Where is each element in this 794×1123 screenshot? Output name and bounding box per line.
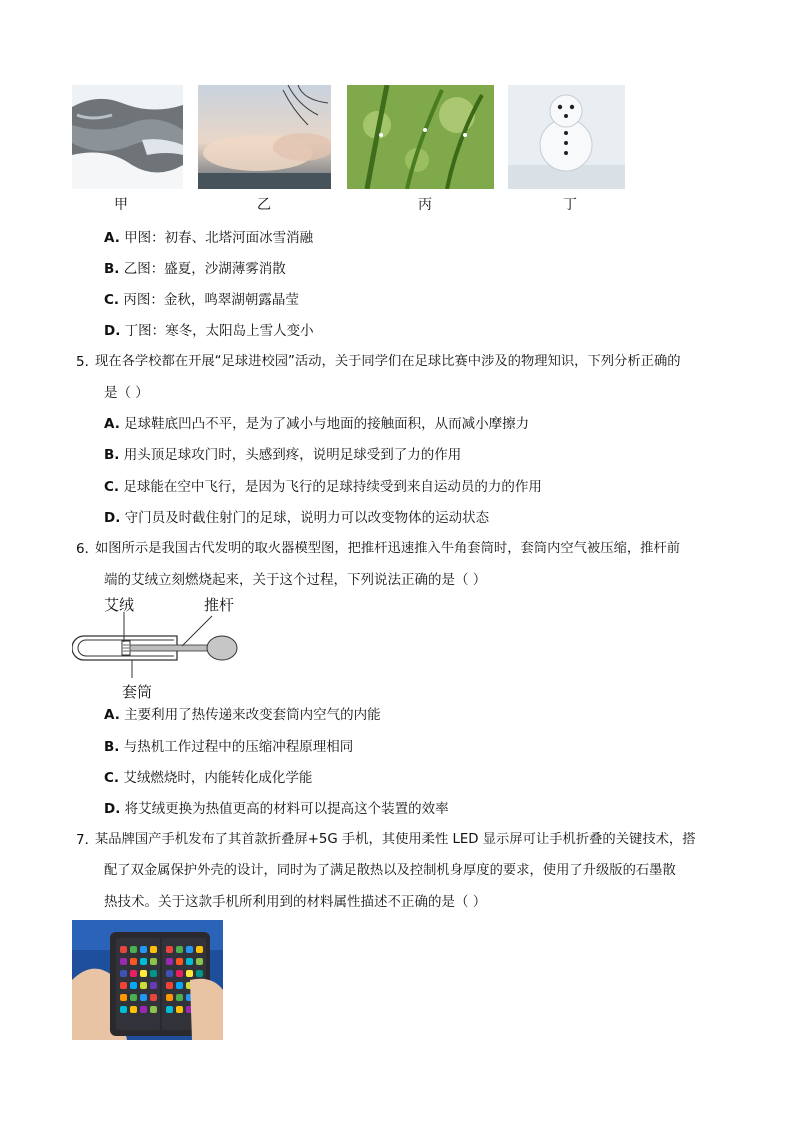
photo-yi-lake-mist	[198, 85, 331, 189]
diagram-label-sleeve: 套筒	[122, 683, 153, 701]
q7-stem-line3: 热技术。关于这款手机所利用到的材料属性描述不正确的是（ ）	[104, 894, 487, 910]
q7-stem-line1: 某品牌国产手机发布了其首款折叠屏+5G 手机，其使用柔性 LED 显示屏可让手机折叠的关键技术，搭	[95, 832, 696, 847]
q5-number: 5．	[76, 354, 99, 370]
photo-label-jia: 甲	[114, 197, 128, 213]
q7-number: 7．	[76, 832, 99, 848]
q4-option-b[interactable]: B. 乙图：盛夏，沙湖薄雾消散	[104, 261, 286, 277]
photo-label-ding: 丁	[563, 197, 577, 213]
q5-option-d[interactable]: D. 守门员及时截住射门的足球，说明力可以改变物体的运动状态	[104, 510, 490, 526]
q6-number: 6．	[76, 541, 99, 557]
q6-option-b[interactable]: B. 与热机工作过程中的压缩冲程原理相同	[104, 739, 354, 755]
photo-bing-morning-dew	[347, 85, 494, 189]
q7-stem-line2: 配了双金属保护外壳的设计，同时为了满足散热以及控制机身厚度的要求，使用了升级版的石墨散	[104, 863, 676, 878]
q5-option-b[interactable]: B. 用头顶足球攻门时，头感到疼，说明足球受到了力的作用	[104, 447, 462, 463]
q6-option-d[interactable]: D. 将艾绒更换为热值更高的材料可以提高这个装置的效率	[104, 801, 449, 817]
q6-option-a[interactable]: A. 主要利用了热传递来改变套筒内空气的内能	[104, 707, 381, 723]
fire-piston-diagram	[72, 594, 247, 702]
q4-option-d[interactable]: D. 丁图：寒冬，太阳岛上雪人变小	[104, 323, 314, 339]
photo-ding-snowman	[508, 85, 625, 189]
q5-stem-line1: 现在各学校都在开展“足球进校园”活动，关于同学们在足球比赛中涉及的物理知识，下列分析正确的	[95, 354, 681, 369]
q4-option-c[interactable]: C. 丙图：金秋，鸣翠湖朝露晶莹	[104, 292, 299, 308]
q5-stem-line2: 是（ ）	[104, 385, 149, 401]
q6-stem-line2: 端的艾绒立刻燃烧起来，关于这个过程，下列说法正确的是（ ）	[104, 572, 487, 588]
diagram-label-rod: 推杆	[204, 596, 235, 614]
q6-stem-line1: 如图所示是我国古代发明的取火器模型图，把推杆迅速推入牛角套筒时，套筒内空气被压缩，推杆前	[95, 541, 681, 556]
photo-jia-melting-ice	[72, 85, 183, 189]
photo-foldable-phone	[72, 920, 223, 1040]
q5-option-a[interactable]: A. 足球鞋底凹凸不平，是为了减小与地面的接触面积，从而减小摩擦力	[104, 416, 530, 432]
q6-option-c[interactable]: C. 艾绒燃烧时，内能转化成化学能	[104, 770, 313, 786]
q4-option-a[interactable]: A. 甲图：初春、北塔河面冰雪消融	[104, 230, 314, 246]
q5-option-c[interactable]: C. 足球能在空中飞行，是因为飞行的足球持续受到来自运动员的力的作用	[104, 479, 542, 495]
photo-label-bing: 丙	[418, 197, 432, 213]
diagram-label-tinder: 艾绒	[104, 596, 135, 614]
photo-label-yi: 乙	[257, 197, 271, 213]
